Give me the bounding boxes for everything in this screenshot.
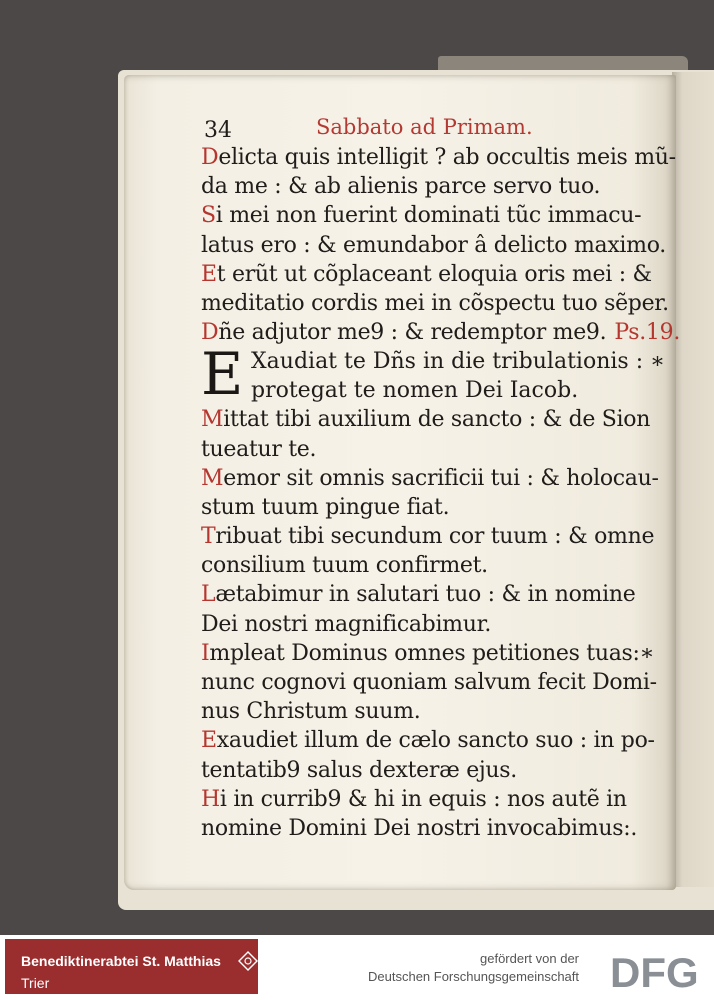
- text-line: [201, 289, 669, 318]
- line-text: nus Christum suum.: [201, 699, 421, 725]
- line-text: i mei non fuerint dominati tũc immacu-: [215, 203, 642, 229]
- page-number: 34: [204, 118, 232, 143]
- text-line: [201, 493, 651, 522]
- line-text: latus ero : & emundabor â delicto maximo.: [201, 232, 666, 258]
- text-line: [201, 172, 651, 201]
- psalm-line-2: protegat te nomen Dei Iacob.: [251, 378, 579, 404]
- line-text: elicta quis intelligit ? ab occultis meis mũ-: [218, 145, 676, 170]
- line-text: stum tuum pingue fiat.: [201, 494, 450, 520]
- line-text: meditatio cordis mei in cõspectu tuo sẽper.: [201, 290, 669, 316]
- text-line: [201, 405, 651, 434]
- text-line: [201, 785, 651, 814]
- text-line: [201, 668, 657, 697]
- page-text: [201, 115, 681, 843]
- line-text: tentatib9 salus dexteræ ejus.: [201, 757, 517, 783]
- text-line: [201, 551, 651, 580]
- text-line: [201, 143, 676, 172]
- rubric-initial: E: [201, 261, 217, 287]
- rubric-initial: I: [201, 640, 210, 666]
- psalm-reference: Ps.19.: [614, 320, 681, 346]
- text-line: [201, 260, 651, 289]
- line-text: ñe adjutor me9 : & redemptor me9.: [218, 320, 607, 346]
- psalm-opening: [201, 340, 666, 409]
- line-text: ætabimur in salutari tuo : & in nomine: [215, 582, 636, 608]
- dfg-logo: [610, 949, 708, 991]
- text-line: [201, 580, 651, 609]
- page-header: [201, 115, 651, 143]
- funding-line-1: gefördert von der: [480, 951, 580, 966]
- rubric-initial: M: [201, 465, 224, 491]
- line-text: xaudiet illum de cælo sancto suo : in po-: [216, 728, 655, 754]
- text-line: [201, 464, 659, 493]
- line-text: nomine Domini Dei nostri invocabimus:.: [201, 815, 638, 841]
- verse-block-1: [201, 143, 681, 347]
- line-text: ribuat tibi secundum cor tuum : & omne: [215, 524, 655, 550]
- rubric-initial: S: [201, 203, 216, 229]
- text-line: [201, 610, 651, 639]
- line-text: tueatur te.: [201, 436, 317, 462]
- rubric-initial: D: [201, 145, 219, 170]
- rubric-initial: L: [201, 582, 216, 608]
- funding-line-2: Deutschen Forschungsgemeinschaft: [368, 969, 580, 984]
- line-text: da me : & ab alienis parce servo tuo.: [201, 174, 601, 200]
- text-line: [201, 639, 655, 668]
- line-text: i in currib9 & hi in equis : nos autẽ in: [219, 786, 627, 812]
- rubric-initial: M: [201, 407, 224, 433]
- text-line: [201, 814, 651, 843]
- text-line: [201, 522, 655, 551]
- line-text: nunc cognovi quoniam salvum fecit Domi-: [201, 670, 657, 695]
- line-text: Dei nostri magnificabimur.: [201, 611, 492, 637]
- institution-name: Benediktinerabtei St. Matthias: [21, 953, 221, 969]
- line-text: mpleat Dominus omnes petitiones tuas:∗: [209, 640, 655, 666]
- text-line: [201, 435, 651, 464]
- footer-banner: [0, 935, 714, 1000]
- text-line: [201, 756, 651, 785]
- text-line: [201, 231, 666, 260]
- dfg-logo-text: DFG: [610, 949, 699, 991]
- rubric-initial: E: [201, 728, 217, 754]
- text-line: [201, 318, 681, 347]
- psalm-line-1: Xaudiat te Dñs in die tribulationis : ∗: [251, 349, 666, 375]
- line-text: emor sit omnis sacrificii tui : & holocau-: [223, 465, 659, 491]
- rubric-initial: T: [201, 524, 216, 550]
- institution-box: [5, 939, 258, 994]
- institution-city: Trier: [21, 975, 50, 991]
- line-text: ittat tibi auxilium de sancto : & de Sion: [223, 407, 651, 433]
- line-text: consilium tuum confirmet.: [201, 553, 488, 579]
- facing-page-edge: [672, 72, 714, 887]
- rubric-initial: H: [201, 786, 220, 812]
- text-line: [201, 726, 655, 755]
- verse-block-2: [201, 405, 659, 843]
- institution-logo-icon: [238, 951, 258, 971]
- drop-cap: E: [201, 340, 244, 409]
- line-text: t erũt ut cõplaceant eloquia oris mei : &: [216, 261, 652, 287]
- rubric-initial: D: [201, 320, 219, 346]
- text-line: [201, 697, 651, 726]
- running-head: Sabbato ad Primam.: [316, 115, 533, 139]
- text-line: [201, 201, 651, 230]
